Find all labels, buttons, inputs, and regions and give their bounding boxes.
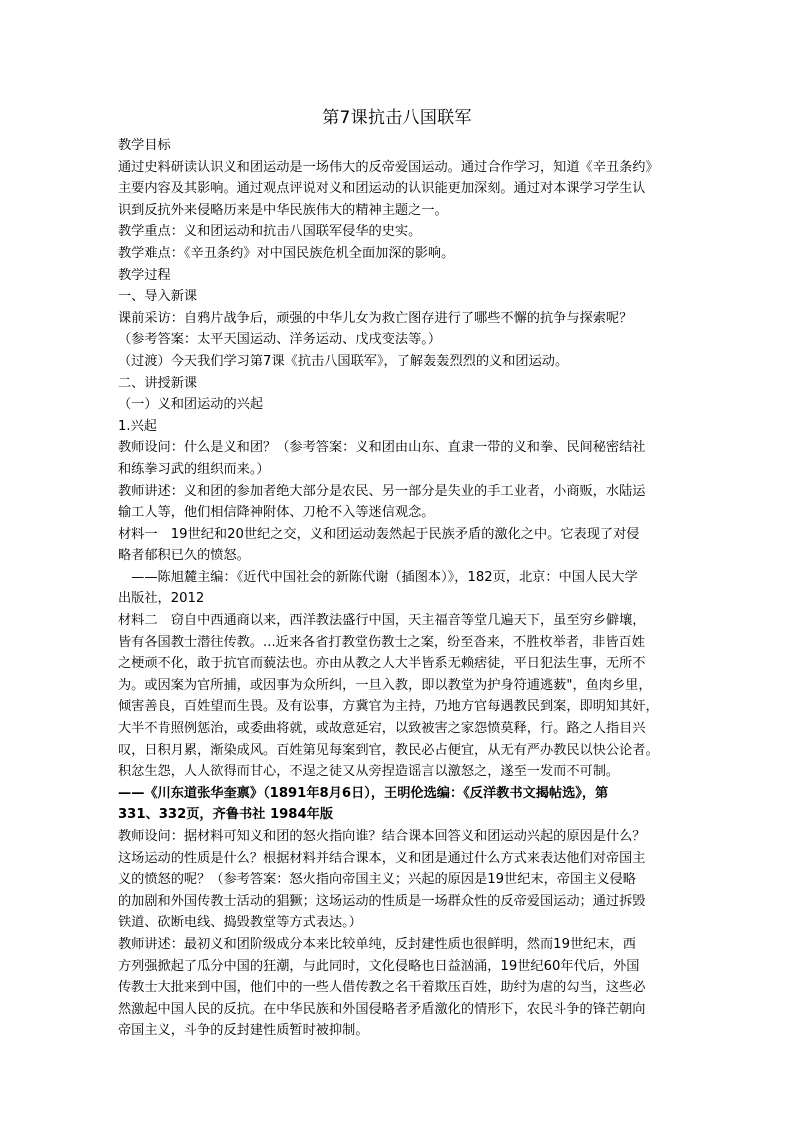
text-line: 1.兴起 [118, 418, 157, 434]
text-line: 教学重点：义和团运动和抗击八国联军侵华的史实。 [118, 224, 422, 240]
text-line: 二、讲授新课 [118, 375, 198, 391]
text-line: 教师设问：据材料可知义和团的怒火指向谁？结合课本回答义和团运动兴起的原因是什么？ [118, 829, 646, 844]
text-line: 材料一 19世纪和20世纪之交，义和团运动轰然起于民族矛盾的激化之中。它表现了对侵 [118, 526, 640, 542]
text-line: 识到反抗外来侵略历来是中华民族伟大的精神主题之一。 [118, 202, 448, 218]
text-line: 积忿生怨，人人欲得而甘心，不逞之徒又从旁捏造谣言以激怒之，遂至一发而不可制。 [118, 764, 620, 780]
text-line: 和练拳习武的组织而来。） [118, 461, 270, 477]
text-line: 教师讲述：最初义和团阶级成分本来比较单纯，反封建性质也很鲜明，然而19世纪末，西 [118, 936, 636, 952]
text-line: 教学难点：《辛丑条约》对中国民族危机全面加深的影响。 [118, 245, 455, 261]
text-line: 输工人等，他们相信降神附体、刀枪不入等迷信观念。 [118, 505, 435, 521]
text-line: 帝国主义，斗争的反封建性质暂时被抑制。 [118, 1023, 369, 1039]
text-line: 一、导入新课 [118, 289, 198, 305]
text-line: ——陈旭麓主编：《近代中国社会的新陈代谢（插图本）》，182页，北京：中国人民大学 [118, 569, 638, 585]
text-line: 之梗顽不化，敢于抗官而藐法也。亦由从教之人大半皆系无赖痞徒，平日犯法生事，无所不 [118, 656, 646, 672]
text-line: （参考答案：太平天国运动、洋务运动、戊戌变法等。） [118, 332, 442, 348]
text-line: 传教士大批来到中国，他们中的一些人借传教之名干着欺压百姓，助纣为虐的勾当，这些必 [118, 980, 646, 996]
text-line: 材料二 窃自中西通商以来，西洋教法盛行中国，天主福音等堂几遍天下，虽至穷乡僻壤， [118, 613, 646, 629]
text-line: （一）义和团运动的兴起 [118, 397, 264, 413]
text-line: 皆有各国教士潜往传教。...近来各省打教堂伤教士之案，纷至沓来，不胜枚举者，非皆百姓 [118, 634, 645, 650]
text-line: 331、332页，齐鲁书社 1984年版 [118, 807, 334, 823]
text-line: ——《川东道张华奎禀》（1891年8月6日），王明伦选编：《反洋教书文揭帖选》，第 [118, 785, 609, 801]
text-line: 义的愤怒的呢？（参考答案：怒火指向帝国主义；兴起的原因是19世纪末，帝国主义侵略 [118, 872, 636, 888]
text-line: 课前采访：自鸦片战争后，顽强的中华儿女为救亡图存进行了哪些不懈的抗争与探索呢？ [118, 310, 633, 326]
text-line: 倾害善良，百姓望而生畏。及有讼事，方冀官为主持，乃地方官每遇教民到案，即明知其奸， [118, 699, 659, 715]
text-line: 出版社，2012 [118, 591, 205, 607]
text-line: （过渡）今天我们学习第7课《抗击八国联军》，了解轰轰烈烈的义和团运动。 [118, 353, 569, 369]
document-body [118, 135, 684, 1042]
text-line: 这场运动的性质是什么？根据材料并结合课本，义和团是通过什么方式来表达他们对帝国主 [118, 850, 646, 866]
lesson-title: 第7课抗击八国联军 [322, 108, 472, 128]
text-line: 教师设问：什么是义和团？（参考答案：义和团由山东、直隶一带的义和拳、民间秘密结社 [118, 440, 646, 456]
text-line: 为。或因案为官所捕，或因事为众所纠，一旦入教，即以教堂为护身符逋逃薮"，鱼肉乡里， [118, 677, 652, 693]
text-line: 略者郁积已久的愤怒。 [118, 548, 250, 564]
text-line: 方列强掀起了瓜分中国的狂潮，与此同时，文化侵略也日益汹涌，19世纪60年代后，外国 [118, 958, 640, 974]
text-line: 主要内容及其影响。通过观点评说对义和团运动的认识能更加深刻。通过对本课学习学生认 [118, 181, 646, 197]
text-line: 教学过程 [118, 267, 171, 283]
text-line: 铁道、砍断电线、捣毁教堂等方式表达。） [118, 915, 362, 931]
text-line: 通过史料研读认识义和团运动是一场伟大的反帝爱国运动。通过合作学习，知道《辛丑条约》 [118, 159, 659, 175]
text-line: 教师讲述：义和团的参加者绝大部分是农民、另一部分是失业的手工业者，小商贩，水陆运 [118, 483, 646, 499]
text-line: 的加剧和外国传教士活动的猖獗；这场运动的性质是一场群众性的反帝爱国运动；通过拆毁 [118, 893, 646, 909]
text-line: 教学目标 [118, 138, 171, 153]
text-line: 然激起中国人民的反抗。在中华民族和外国侵略者矛盾激化的情形下，农民斗争的锋芒朝向 [118, 1001, 646, 1017]
text-line: 叹，日积月累，渐染成风。百姓第见每案到官，教民必占便宜，从无有严办教民以快公论者。 [118, 742, 659, 758]
text-line: 大半不肯照例惩治，或委曲将就，或故意延宕，以致被害之家怨愤莫释，行。路之人指目兴 [118, 721, 646, 737]
